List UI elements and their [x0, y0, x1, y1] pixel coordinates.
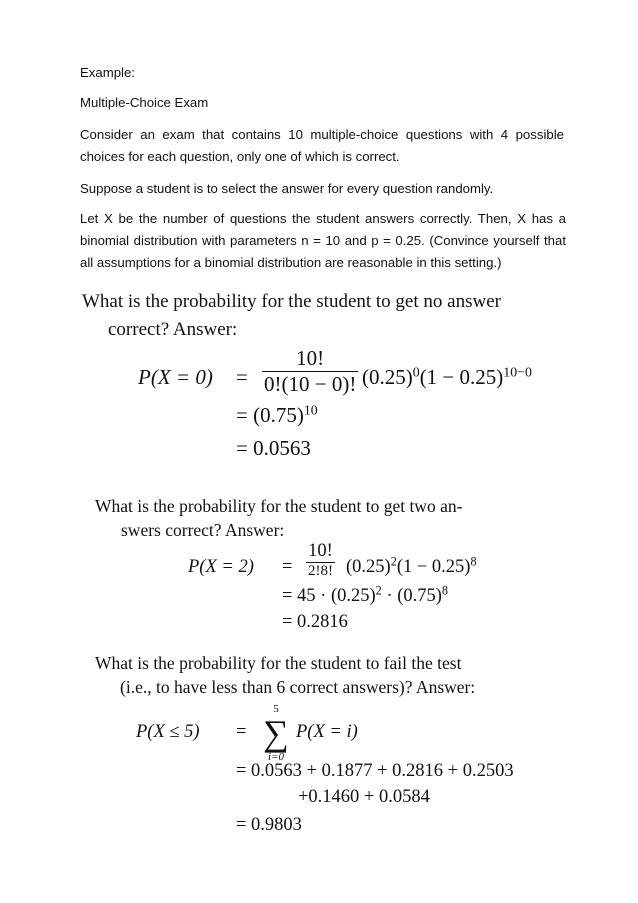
q2-step2: = $45 \cdot (0.25)^2 \cdot (0.75)^8$ — [282, 583, 448, 606]
q3-sum-term: P(X = i) — [296, 722, 358, 742]
q1-result: = 0.0563 — [236, 436, 311, 460]
sum-lower-limit: i=0 — [268, 751, 284, 763]
q2-result: = 0.2816 — [282, 612, 348, 632]
q3-line2: (i.e., to have less than 6 correct answers)? Answer: — [120, 677, 476, 697]
random-selection-text: Suppose a student is to select the answer for every question randomly. — [80, 181, 494, 196]
q2-line2: swers correct? Answer: — [121, 520, 285, 540]
q1-fraction — [262, 346, 358, 397]
q1-equals: = — [236, 365, 248, 389]
q2-line1: What is the probability for the student to get two an- — [95, 496, 463, 516]
q2-lhs: P(X = 2) — [188, 557, 254, 577]
q1-line2: correct? Answer: — [108, 319, 238, 340]
q2-equals: = — [282, 557, 293, 577]
q2-fraction — [306, 541, 335, 580]
q1-step2: = $(0.75)^{10}$ — [236, 402, 318, 427]
q1-lhs: P(X = 0) — [138, 365, 213, 389]
q3-lhs: P(X ≤ 5) — [136, 722, 200, 742]
example-heading: Example: — [80, 65, 135, 80]
q1-equation — [138, 365, 213, 390]
binomial-description: Let X be the number of questions the student answers correctly. Then, X has a binomial distribution with parameters n = 10 and p = 0.25. (Convince yourself that all assumptions for a binomial distribution are reasonable in this setting.) — [80, 211, 566, 270]
sum-upper-limit: 5 — [273, 703, 279, 715]
q1-line1: What is the probability for the student to get no answer — [82, 291, 501, 312]
q3-line1: What is the probability for the student to fail the test — [95, 653, 462, 673]
q2-frac-den: 2!8! — [308, 563, 333, 579]
summation-sign — [256, 703, 296, 763]
example-subheading: Multiple-Choice Exam — [80, 95, 209, 110]
q3-step3: +0.1460 + 0.0584 — [298, 787, 430, 807]
q1-frac-den: 0!(10 − 0)! — [264, 372, 357, 396]
q3-result: = 0.9803 — [236, 815, 302, 835]
q3-step2: = 0.0563 + 0.1877 + 0.2816 + 0.2503 — [236, 761, 514, 781]
q1-frac-num: 10! — [296, 346, 325, 370]
q3-equals: = — [236, 722, 247, 742]
q2-frac-num: 10! — [308, 541, 333, 561]
q2-tail: $(0.25)^2(1 - 0.25)^8$ — [346, 554, 477, 577]
q1-tail: $(0.25)^0(1 - 0.25)^{10-0}$ — [362, 364, 532, 389]
exam-description: Consider an exam that contains 10 multiple-choice questions with 4 possible choices for each question, only one of which is correct. — [80, 127, 564, 164]
sigma-icon: ∑ — [263, 713, 289, 753]
